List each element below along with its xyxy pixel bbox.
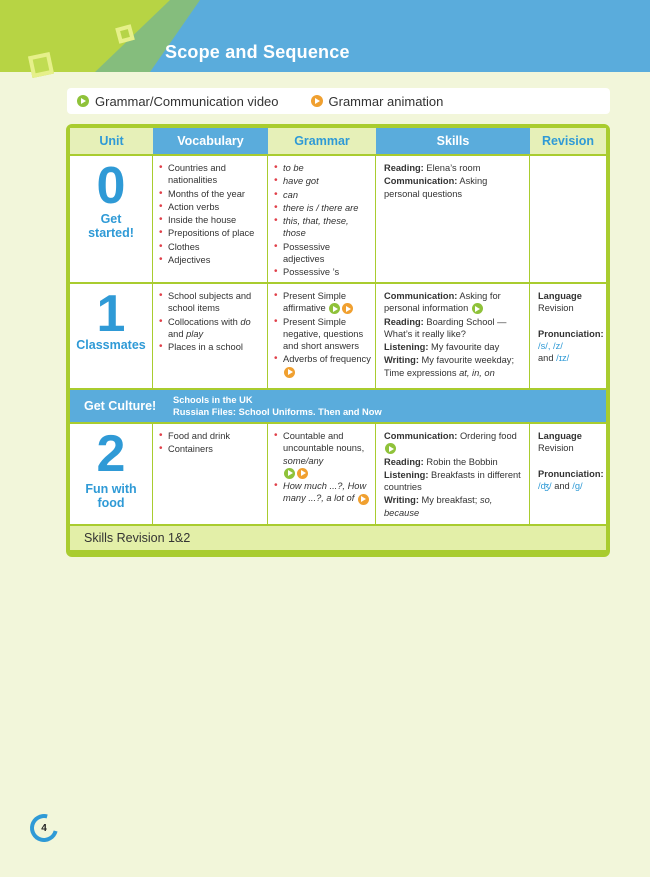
list-item [159,316,263,341]
revision-cell [530,156,606,282]
list-item [274,430,371,479]
skills-cell [376,156,530,282]
list-item: • Adjectives [159,254,263,266]
legend-video [77,94,279,109]
unit-number: 2 [96,425,126,483]
list-item: • this, that, these, those [274,215,371,240]
animation-play-icon[interactable] [342,303,353,314]
skill-text: Breakfasts in different countries [384,469,521,493]
list-item: • Present Simple negative, questions and short answers [274,316,371,353]
skill-text: Elena’s room [426,163,481,173]
pronunciation-sound: /ʤ/ [538,480,552,491]
page-number: 4 [41,822,47,834]
list-item: • Containers [159,443,263,455]
skill-text: My favourite weekday; Time expressions [384,355,515,378]
skill-text: Robin the Bobbin [426,456,498,467]
video-play-icon [77,95,89,107]
unit-cell [70,424,153,524]
unit-name: Fun with food [85,482,137,510]
culture-item: Russian Files: School Uniforms. Then and Now [173,407,382,417]
list-item: • Countries and nationalities [159,162,263,187]
vocabulary-cell [153,424,268,524]
col-vocabulary: Vocabulary [153,128,268,154]
video-play-icon[interactable] [329,303,340,314]
table-row-unit-2 [70,422,606,524]
skill-text: Ordering food [459,431,517,441]
culture-items [153,394,382,419]
pronunciation-sound: /g/ [572,480,583,491]
pronunciation-sounds: /s/, /z/ [538,340,563,351]
pronunciation-and: and [538,353,554,364]
list-item: • Food and drink [159,430,263,442]
unit-cell [70,284,153,388]
skill-text: My favourite day [431,342,500,353]
list-item: • School subjects and school items [159,290,263,315]
grammar-cell [268,284,376,388]
list-item: • Prepositions of place [159,227,263,239]
culture-label: Get Culture! [84,399,157,413]
list-item: • there is / there are [274,202,371,214]
grammar-cell [268,424,376,524]
skill-label: Communication: [384,176,458,187]
list-item [274,353,371,378]
revision-cell [530,284,606,388]
col-grammar: Grammar [268,128,376,154]
skill-text: Boarding School — What’s it really like? [384,316,507,339]
skill-label: Reading: [384,316,424,327]
skill-text: My breakfast; [421,495,478,506]
list-item [274,480,371,505]
animation-play-icon[interactable] [297,468,308,479]
unit-number: 0 [96,157,126,215]
skill-text: Asking for personal information [384,291,501,314]
revision-language-value: Revision [538,443,574,454]
unit-number: 1 [96,285,126,343]
table-header [70,128,606,154]
list-item: • can [274,189,371,201]
skills-revision-row: Skills Revision 1&2 [70,524,606,550]
skill-label: Writing: [384,495,419,506]
list-item-text: Adverbs of frequency [283,354,371,365]
animation-play-icon [311,95,323,107]
list-item: • have got [274,175,371,187]
page-title: Scope and Sequence [165,42,350,62]
revision-cell [530,424,606,524]
list-item-text: Countable and uncountable nouns, [283,431,365,454]
skill-text: Asking personal questions [384,176,488,199]
list-item [274,290,371,315]
legend-animation [311,94,444,109]
animation-play-icon[interactable] [284,367,295,378]
legend-video-label: Grammar/Communication video [95,93,279,109]
skill-label: Listening: [384,469,429,480]
list-item: • Possessive ’s [274,266,371,278]
animation-play-icon[interactable] [358,494,369,505]
culture-item: Schools in the UK [173,394,253,405]
table-row-unit-0 [70,154,606,282]
list-item-text: Collocations with [168,316,238,327]
culture-row [70,388,606,422]
revision-language-value: Revision [538,303,574,314]
col-skills: Skills [376,128,530,154]
list-item: • Action verbs [159,201,263,213]
unit-name: Get started! [88,212,134,240]
revision-language-label: Language [538,291,582,301]
skill-label: Communication: [384,431,458,441]
skill-text: at, in, on [459,367,495,378]
list-item-text: How much ...?, How many ...?, a lot of [283,481,367,504]
legend-animation-label: Grammar animation [328,93,444,109]
revision-language-label: Language [538,431,582,441]
skill-text: so, because [384,495,493,518]
skill-label: Communication: [384,291,458,301]
scope-table [70,128,606,550]
list-item: • Inside the house [159,214,263,226]
skills-cell [376,284,530,388]
legend-bar [67,88,610,114]
list-item: • to be [274,162,371,174]
list-item-text: do [240,316,251,327]
vocabulary-cell [153,284,268,388]
col-unit: Unit [70,128,153,154]
skill-label: Listening: [384,342,429,353]
list-item-text: and [168,328,184,339]
list-item: • Clothes [159,241,263,253]
skills-cell [376,424,530,524]
decorative-square [28,52,54,78]
list-item-text: some/any [283,455,324,466]
grammar-cell [268,156,376,282]
pronunciation-sound: /ɪz/ [556,353,570,364]
col-revision: Revision [530,128,606,154]
pronunciation-and: and [554,480,570,491]
list-item-text: Present Simple affirmative [283,291,347,314]
list-item: • Places in a school [159,341,263,353]
unit-cell [70,156,153,282]
skill-label: Writing: [384,355,419,366]
unit-name: Classmates [76,338,146,352]
skill-label: Reading: [384,456,424,467]
skill-label: Reading: [384,163,424,173]
list-item-text: play [186,328,204,339]
table-row-unit-1 [70,282,606,388]
list-item: • Possessive adjectives [274,241,371,266]
video-play-icon[interactable] [385,443,396,454]
pronunciation-label: Pronunciation: [538,468,604,479]
list-item: • Months of the year [159,188,263,200]
video-play-icon[interactable] [284,468,295,479]
video-play-icon[interactable] [472,303,483,314]
vocabulary-cell [153,156,268,282]
pronunciation-label: Pronunciation: [538,328,604,339]
